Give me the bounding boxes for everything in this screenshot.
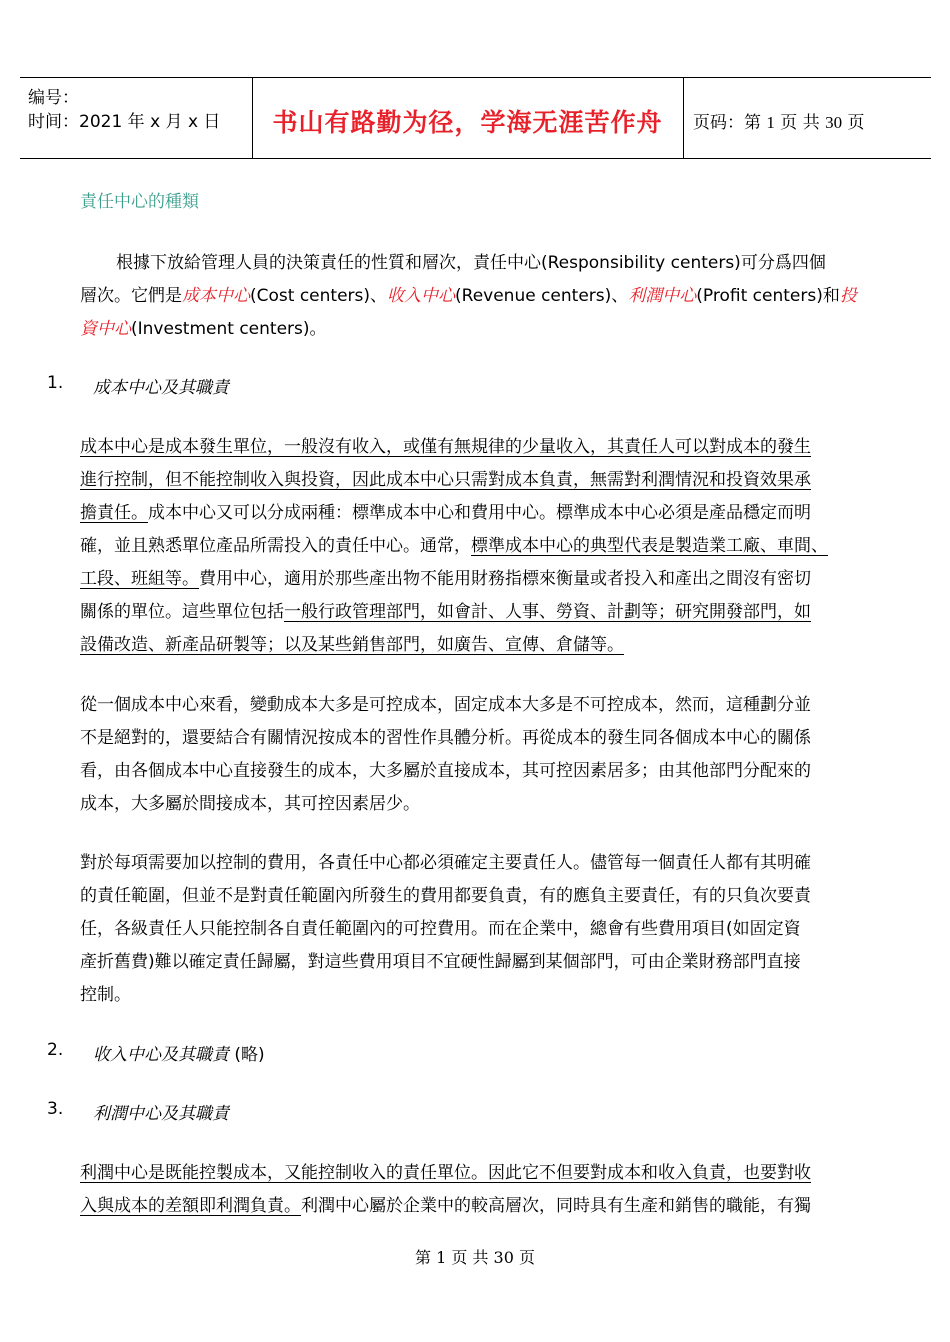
section-2-heading xyxy=(47,1040,447,1064)
page-footer: 第 1 页 共 30 页 xyxy=(415,1248,535,1267)
p1-line-7: 設備改造、新產品研製等；以及某些銷售部門，如廣告、宣傳、倉儲等。 xyxy=(80,635,624,655)
p3-line-5: 控制。 xyxy=(80,985,131,1005)
header-info-cell xyxy=(20,78,253,158)
footer-page-total: 30 xyxy=(493,1248,514,1267)
p2-line-3: 看，由各個成本中心直接發生的成本，大多屬於直接成本，其可控因素居多；由其他部門分配來的 xyxy=(80,761,811,781)
p1-line-2: 進行控制，但不能控制收入與投資，因此成本中心只需對成本負責，無需對利潤情況和投資效果承 xyxy=(80,470,811,490)
section-number: 3. xyxy=(47,1099,64,1119)
p4-line-1: 利潤中心是既能控製成本，又能控制收入的責任單位。因此它不但要對成本和收入負責，也要對收 xyxy=(80,1163,811,1183)
page-total: 30 xyxy=(825,113,843,132)
term-cost-center: 成本中心 xyxy=(182,286,250,306)
term-investment-center-part1: 投 xyxy=(839,286,857,306)
term-investment-center-part2: 資中心 xyxy=(80,319,131,339)
term-profit-center: 利潤中心 xyxy=(628,286,697,306)
page-code: 页码：第 1 页 共 30 页 xyxy=(693,113,865,133)
document-time-label: 时间：2021 年 x 月 x 日 xyxy=(28,112,221,132)
p1-line-4: 確，並且熟悉單位產品所需投入的責任中心。通常，標準成本中心的典型代表是製造業工廠、車間、 xyxy=(80,536,828,556)
p1-line-3: 擔責任。成本中心又可以分成兩種：標準成本中心和費用中心。標準成本中心必須是產品穩定而明 xyxy=(80,503,811,523)
header-page-cell xyxy=(683,78,931,158)
section-number: 2. xyxy=(47,1040,64,1060)
intro-line-3: 資中心(Investment centers)。 xyxy=(80,319,327,339)
p3-line-1: 對於每項需要加以控制的費用，各責任中心都必須確定主要責任人。儘管每一個責任人都有其明確 xyxy=(80,853,811,873)
section-number: 1. xyxy=(47,373,64,393)
section-title: 成本中心及其職責 xyxy=(93,378,229,398)
section-title-suffix: (略) xyxy=(229,1045,265,1065)
intro-line-1: 根據下放給管理人員的決策責任的性質和層次，責任中心(Responsibility centers)可分爲四個 xyxy=(116,253,826,273)
p1-line-1: 成本中心是成本發生單位，一般沒有收入，或僅有無規律的少量收入，其責任人可以對成本的發生 xyxy=(80,437,811,457)
motto-text: 书山有路勤为径，学海无涯苦作舟 xyxy=(272,108,663,137)
p4-line-2: 入與成本的差額即利潤負責。利潤中心屬於企業中的較高層次，同時具有生產和銷售的職能，有獨 xyxy=(80,1196,811,1216)
section-heading: 責任中心的種類 xyxy=(80,192,199,212)
intro-line-2: 層次。它們是成本中心(Cost centers)、收入中心(Revenue centers)、利潤中心(Profit centers)和投 xyxy=(80,286,857,306)
header-motto-cell xyxy=(252,78,684,158)
term-revenue-center: 收入中心 xyxy=(387,286,456,306)
page-current: 1 xyxy=(766,113,775,132)
footer-page-current: 1 xyxy=(436,1248,447,1267)
section-title: 利潤中心及其職責 xyxy=(93,1104,229,1124)
document-number-label: 编号： xyxy=(28,88,79,108)
p3-line-2: 的責任範圍，但並不是對責任範圍內所發生的費用都要負責，有的應負主要責任，有的只負次要責 xyxy=(80,886,811,906)
section-title: 收入中心及其職責 (略) xyxy=(93,1045,265,1065)
p2-line-1: 從一個成本中心來看，變動成本大多是可控成本，固定成本大多是不可控成本，然而，這種劃分並 xyxy=(80,695,811,715)
section-3-heading xyxy=(47,1099,347,1123)
document-header xyxy=(20,77,931,159)
p2-line-2: 不是絕對的，還要結合有關情況按成本的習性作具體分析。再從成本的發生同各個成本中心的關係 xyxy=(80,728,811,748)
p3-line-3: 任，各級責任人只能控制各自責任範圍內的可控費用。而在企業中，總會有些費用項目(如固定資 xyxy=(80,919,801,939)
p1-line-5: 工段、班組等。費用中心，適用於那些產出物不能用財務指標來衡量或者投入和產出之間沒有密切 xyxy=(80,569,811,589)
section-1-heading xyxy=(47,373,347,397)
p1-line-6: 關係的單位。這些單位包括一般行政管理部門，如會計、人事、勞資、計劃等；研究開發部門，如 xyxy=(80,602,811,622)
p2-line-4: 成本，大多屬於間接成本，其可控因素居少。 xyxy=(80,794,420,814)
p3-line-4: 產折舊費)難以確定責任歸屬，對這些費用項目不宜硬性歸屬到某個部門，可由企業財務部門直接 xyxy=(80,952,801,972)
